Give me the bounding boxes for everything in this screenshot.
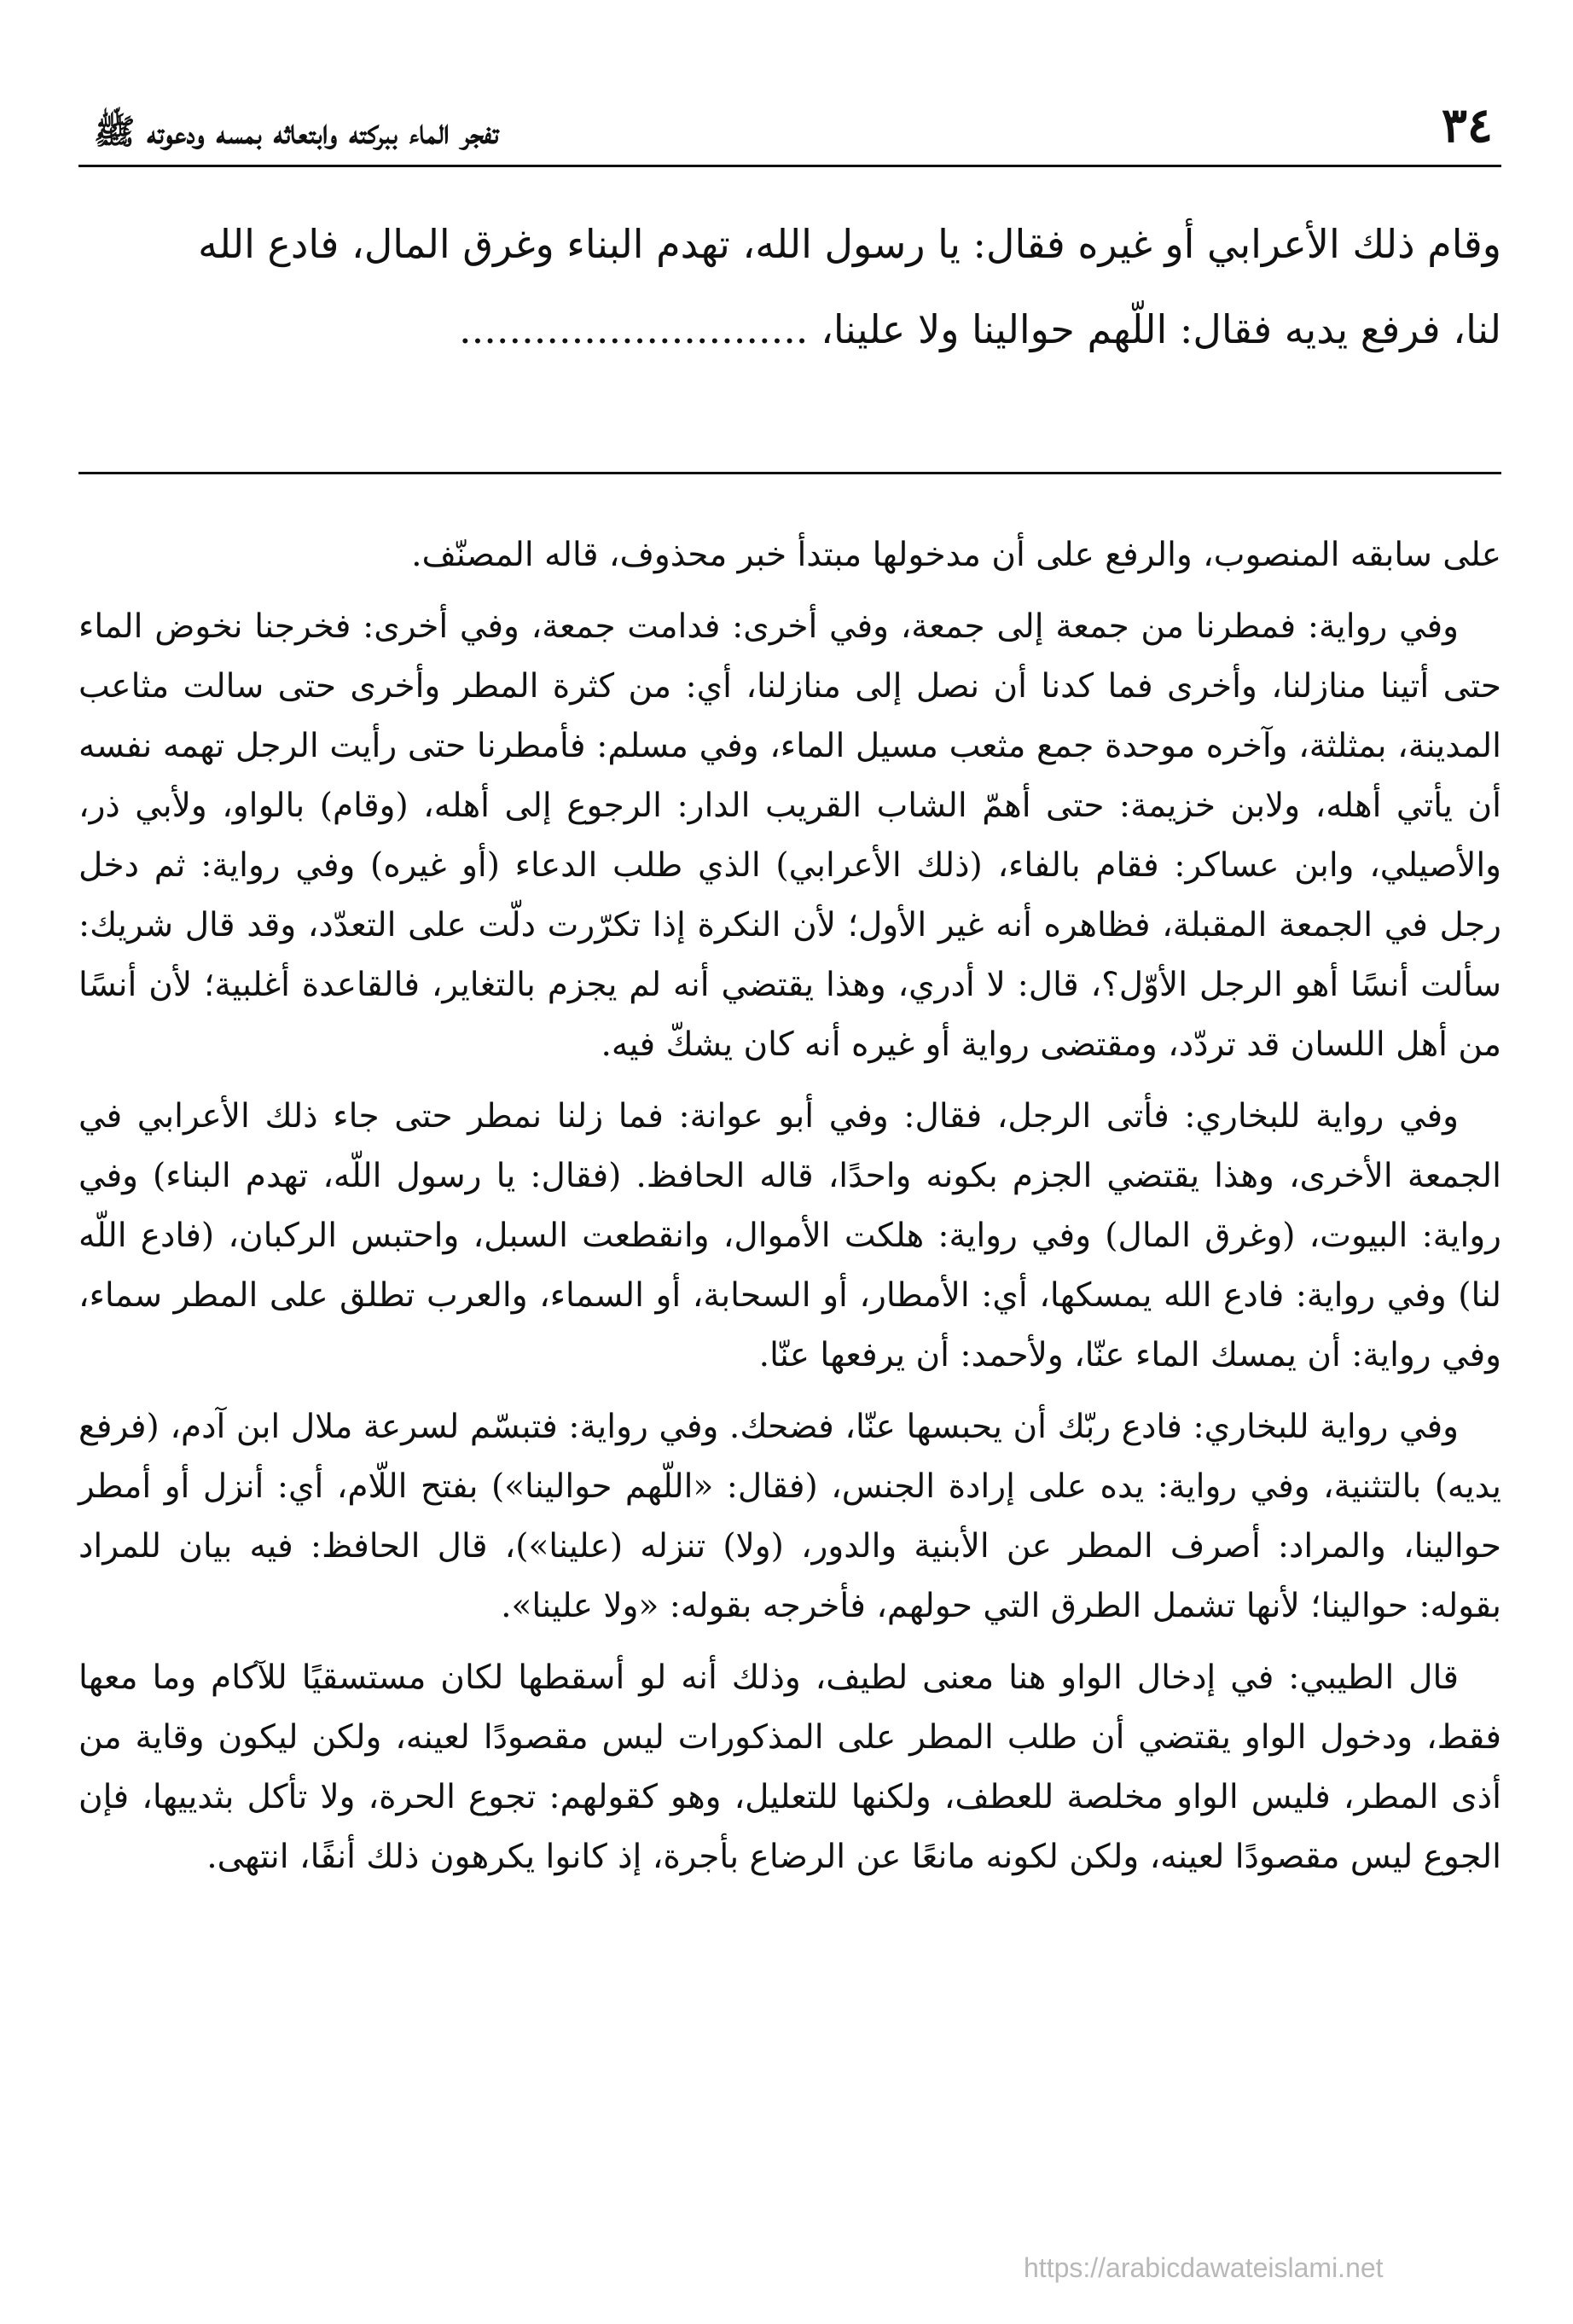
commentary-paragraph-1: على سابقه المنصوب، والرفع على أن مدخولها مبتدأ خبر محذوف، قاله المصنّف. — [411, 536, 1501, 574]
ellipsis-dots: ............................ — [459, 306, 809, 352]
commentary-paragraph-2: وفي رواية: فمطرنا من جمعة إلى جمعة، وفي أخرى: فدامت جمعة، وفي أخرى: فخرجنا نخوض الماء حتى أتينا منازلنا، وأخرى فما كدنا أن نصل إلى منازلنا، أي: من كثرة المطر وأخرى حتى سالت مثاعب المدينة، بمثلثة، وآخره موحدة جمع مثعب مسيل الماء، وفي مسلم: فأمطرنا حتى رأيت الرجل تهمه نفسه أن يأتي أهله، ولابن خزيمة: حتى أهمّ الشاب القريب الدار: الرجوع إلى أهله، (وقام) بالواو، ولأبي ذر، والأصيلي، وابن عساكر: فقام بالفاء، (ذلك الأعرابي) الذي طلب الدعاء (أو غيره) وفي رواية: ثم دخل رجل في الجمعة المقبلة، فظاهره أنه غير الأول؛ لأن النكرة إذا تكرّرت دلّت على التعدّد، وقد قال شريك: سألت أنسًا أهو الرجل الأوّل؟، قال: لا أدري، وهذا يقتضي أنه لم يجزم بالتغاير، فالقاعدة أغلبية؛ لأن أنسًا من أهل اللسان قد تردّد، ومقتضى رواية أو غيره أنه كان يشكّ فيه. — [78, 607, 1501, 1064]
website-watermark: https://arabicdawateislami.net — [1024, 2252, 1384, 2283]
hadith-line-2-text: لنا، فرفع يديه فقال: اللّهم حوالينا ولا علينا، — [821, 306, 1501, 352]
commentary-paragraph-5: قال الطيبي: في إدخال الواو هنا معنى لطيف، وذلك أنه لو أسقطها لكان مستسقيًا للآكام وما معها فقط، ودخول الواو يقتضي أن طلب المطر على المذكورات ليس مقصودًا لعينه، ولكن ليكون وقاية من أذى المطر، فليس الواو مخلصة للعطف، ولكنها للتعليل، وهو كقولهم: تجوع الحرة، ولا تأكل بثدييها، فإن الجوع ليس مقصودًا لعينه، ولكن لكونه مانعًا عن الرضاع بأجرة، إذ كانوا يكرهون ذلك أنفًا، انتهى. — [78, 1659, 1501, 1876]
commentary-paragraph-3: وفي رواية للبخاري: فأتى الرجل، فقال: وفي أبو عوانة: فما زلنا نمطر حتى جاء ذلك الأعرابي في الجمعة الأخرى، وهذا يقتضي الجزم بكونه واحدًا، قاله الحافظ. (فقال: يا رسول اللّه، تهدم البناء) وفي رواية: البيوت، (وغرق المال) وفي رواية: هلكت الأموال، وانقطعت السبل، واحتبس الركبان، (فادع اللّه لنا) وفي رواية: فادع الله يمسكها، أي: الأمطار، أو السحابة، أو السماء، والعرب تطلق على المطر سماء، وفي رواية: أن يمسك الماء عنّا، ولأحمد: أن يرفعها عنّا. — [78, 1097, 1501, 1374]
commentary-block — [78, 526, 1501, 2232]
book-page — [78, 82, 1501, 2266]
running-header — [78, 82, 1501, 167]
page-number: ٣٤ — [1441, 97, 1493, 154]
commentary-paragraph-4: وفي رواية للبخاري: فادع ربّك أن يحبسها عنّا، فضحك. وفي رواية: فتبسّم لسرعة ملال ابن آدم، (فرفع يديه) بالتثنية، وفي رواية: يده على إرادة الجنس، (فقال: «اللّهم حوالينا») بفتح اللّام، أي: أنزل أو أمطر حوالينا، والمراد: أصرف المطر عن الأبنية والدور، (ولا) تنزله (علينا»)، قال الحافظ: فيه بيان للمراد بقوله: حوالينا؛ لأنها تشمل الطرق التي حولهم، فأخرجه بقوله: «ولا علينا». — [78, 1408, 1501, 1625]
hadith-line-1: وقام ذلك الأعرابي أو غيره فقال: يا رسول الله، تهدم البناء وغرق المال، فادع الله — [198, 221, 1501, 267]
hadith-text-block — [78, 201, 1501, 474]
chapter-title: تفجر الماء ببركته وابتعاثه بمسه ودعوته ﷺ — [94, 112, 499, 152]
hadith-line-2 — [78, 287, 1501, 372]
